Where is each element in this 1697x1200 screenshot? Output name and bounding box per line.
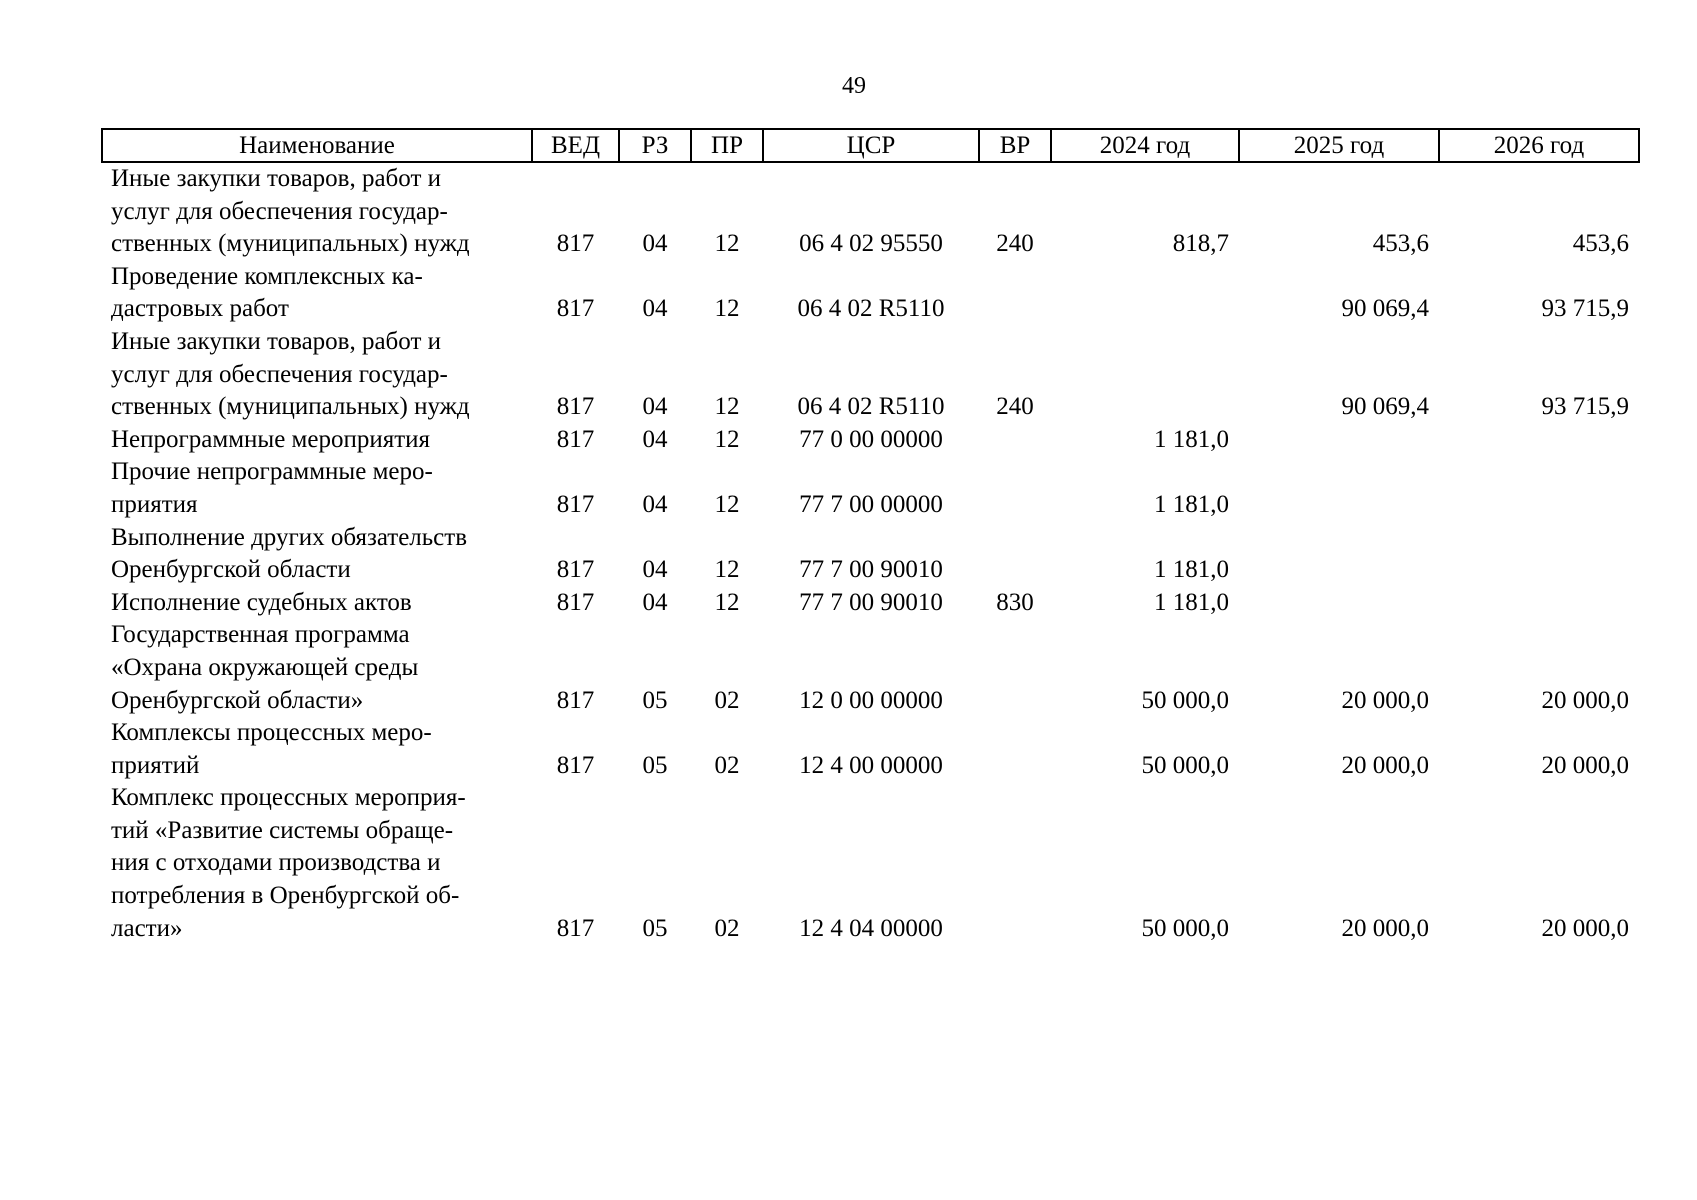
cell-pr: 12 bbox=[714, 295, 740, 323]
cell-vr bbox=[979, 424, 1051, 457]
cell-2024 bbox=[1051, 326, 1239, 424]
header-2025: 2025 год bbox=[1239, 129, 1439, 162]
budget-table bbox=[101, 128, 1640, 945]
name-line: «Охрана окружающей среды bbox=[111, 653, 419, 681]
name-line: Непрограммные мероприятия bbox=[111, 425, 431, 453]
name-line: ния с отходами производства и bbox=[111, 849, 441, 877]
cell-ved: 817 bbox=[556, 393, 595, 421]
cell-2026 bbox=[1439, 522, 1639, 587]
cell-2026 bbox=[1439, 587, 1639, 620]
cell-2024: 50 000,0 bbox=[1141, 751, 1229, 779]
cell-2024: 1 181,0 bbox=[1154, 556, 1229, 584]
cell-rz: 05 bbox=[642, 686, 668, 714]
name-line: Иные закупки товаров, работ и bbox=[111, 165, 442, 192]
header-name: Наименование bbox=[102, 129, 532, 162]
cell-ved: 817 bbox=[556, 425, 595, 453]
name-line: Иные закупки товаров, работ и bbox=[111, 327, 442, 355]
cell-vr bbox=[979, 522, 1051, 587]
cell-2026 bbox=[1439, 456, 1639, 521]
name-line: приятий bbox=[111, 751, 200, 779]
cell-ved: 817 bbox=[556, 914, 595, 942]
header-pr: ПР bbox=[691, 129, 763, 162]
header-rz: РЗ bbox=[619, 129, 691, 162]
cell-vr bbox=[979, 456, 1051, 521]
cell-ved: 817 bbox=[556, 295, 595, 323]
cell-pr: 12 bbox=[714, 230, 740, 258]
cell-2025 bbox=[1239, 424, 1439, 457]
cell-2025: 20 000,0 bbox=[1341, 686, 1429, 714]
cell-2026: 453,6 bbox=[1572, 230, 1629, 258]
name-line: ственных (муниципальных) нужд bbox=[111, 393, 470, 421]
name-line: услуг для обеспечения государ- bbox=[111, 197, 448, 225]
cell-2025: 20 000,0 bbox=[1341, 751, 1429, 779]
cell-name bbox=[102, 782, 532, 945]
cell-2024: 50 000,0 bbox=[1141, 914, 1229, 942]
cell-rz: 04 bbox=[642, 556, 668, 584]
table-row bbox=[102, 782, 1639, 945]
page-number: 49 bbox=[842, 73, 866, 99]
cell-rz: 04 bbox=[642, 588, 668, 616]
name-line: потребления в Оренбургской об- bbox=[111, 882, 460, 910]
header-ved: ВЕД bbox=[532, 129, 619, 162]
cell-2025 bbox=[1239, 522, 1439, 587]
table-row bbox=[102, 424, 1639, 457]
header-csr: ЦСР bbox=[763, 129, 979, 162]
name-line: приятия bbox=[111, 490, 198, 518]
name-line: Комплекс процессных мероприя- bbox=[111, 784, 466, 812]
cell-ved: 817 bbox=[556, 686, 595, 714]
cell-2026: 93 715,9 bbox=[1541, 393, 1629, 421]
cell-pr: 02 bbox=[714, 914, 740, 942]
cell-csr: 77 7 00 90010 bbox=[799, 588, 943, 616]
table-row bbox=[102, 717, 1639, 782]
cell-name bbox=[102, 424, 532, 457]
cell-2024: 818,7 bbox=[1172, 230, 1229, 258]
cell-csr: 12 0 00 00000 bbox=[799, 686, 943, 714]
cell-vr: 830 bbox=[996, 588, 1034, 616]
name-line: Прочие непрограммные меро- bbox=[111, 458, 433, 486]
table-row bbox=[102, 619, 1639, 717]
cell-csr: 77 0 00 00000 bbox=[799, 425, 943, 453]
cell-vr bbox=[979, 261, 1051, 326]
cell-ved: 817 bbox=[556, 490, 595, 518]
cell-csr: 06 4 02 95550 bbox=[799, 230, 943, 258]
cell-name bbox=[102, 619, 532, 717]
cell-pr: 02 bbox=[714, 751, 740, 779]
cell-ved: 817 bbox=[556, 230, 595, 258]
name-line: Исполнение судебных актов bbox=[111, 588, 412, 616]
cell-2024: 1 181,0 bbox=[1154, 490, 1229, 518]
cell-name bbox=[102, 162, 532, 261]
header-2024: 2024 год bbox=[1051, 129, 1239, 162]
cell-2026: 20 000,0 bbox=[1541, 914, 1629, 942]
table-row bbox=[102, 522, 1639, 587]
cell-pr: 12 bbox=[714, 425, 740, 453]
cell-vr: 240 bbox=[996, 230, 1034, 258]
cell-rz: 04 bbox=[642, 425, 668, 453]
table-row bbox=[102, 162, 1639, 261]
name-line: ственных (муниципальных) нужд bbox=[111, 230, 470, 258]
cell-2026: 20 000,0 bbox=[1541, 686, 1629, 714]
cell-2025: 90 069,4 bbox=[1341, 295, 1429, 323]
name-line: Комплексы процессных меро- bbox=[111, 719, 432, 747]
name-line: Проведение комплексных ка- bbox=[111, 262, 423, 290]
cell-csr: 06 4 02 R5110 bbox=[797, 295, 945, 323]
cell-name bbox=[102, 326, 532, 424]
cell-pr: 12 bbox=[714, 490, 740, 518]
cell-2024: 1 181,0 bbox=[1154, 425, 1229, 453]
cell-csr: 77 7 00 00000 bbox=[799, 490, 943, 518]
cell-pr: 12 bbox=[714, 588, 740, 616]
cell-2024: 50 000,0 bbox=[1141, 686, 1229, 714]
cell-rz: 04 bbox=[642, 295, 668, 323]
cell-rz: 05 bbox=[642, 914, 668, 942]
cell-pr: 02 bbox=[714, 686, 740, 714]
cell-2024 bbox=[1051, 261, 1239, 326]
cell-2026: 93 715,9 bbox=[1541, 295, 1629, 323]
cell-ved: 817 bbox=[556, 556, 595, 584]
cell-name bbox=[102, 717, 532, 782]
cell-csr: 12 4 00 00000 bbox=[799, 751, 943, 779]
cell-2026 bbox=[1439, 424, 1639, 457]
table-row bbox=[102, 261, 1639, 326]
table-body bbox=[102, 162, 1639, 945]
cell-2025 bbox=[1239, 587, 1439, 620]
cell-name bbox=[102, 261, 532, 326]
cell-vr: 240 bbox=[996, 393, 1034, 421]
table-row bbox=[102, 456, 1639, 521]
cell-2025 bbox=[1239, 456, 1439, 521]
name-line: ласти» bbox=[111, 914, 183, 942]
cell-csr: 12 4 04 00000 bbox=[799, 914, 943, 942]
name-line: Оренбургской области bbox=[111, 556, 351, 584]
cell-name bbox=[102, 587, 532, 620]
cell-rz: 05 bbox=[642, 751, 668, 779]
cell-2025: 20 000,0 bbox=[1341, 914, 1429, 942]
cell-vr bbox=[979, 782, 1051, 945]
cell-csr: 77 7 00 90010 bbox=[799, 556, 943, 584]
cell-2025: 90 069,4 bbox=[1341, 393, 1429, 421]
cell-vr bbox=[979, 619, 1051, 717]
cell-vr bbox=[979, 717, 1051, 782]
cell-pr: 12 bbox=[714, 393, 740, 421]
cell-2024: 1 181,0 bbox=[1154, 588, 1229, 616]
cell-2025: 453,6 bbox=[1372, 230, 1429, 258]
cell-rz: 04 bbox=[642, 393, 668, 421]
name-line: Государственная программа bbox=[111, 621, 410, 649]
cell-name bbox=[102, 456, 532, 521]
table-row bbox=[102, 326, 1639, 424]
name-line: услуг для обеспечения государ- bbox=[111, 360, 448, 388]
header-2026: 2026 год bbox=[1439, 129, 1639, 162]
cell-ved: 817 bbox=[556, 751, 595, 779]
table-header-row bbox=[102, 129, 1639, 162]
cell-csr: 06 4 02 R5110 bbox=[797, 393, 945, 421]
cell-2026: 20 000,0 bbox=[1541, 751, 1629, 779]
cell-rz: 04 bbox=[642, 490, 668, 518]
table-row bbox=[102, 587, 1639, 620]
name-line: Оренбургской области» bbox=[111, 686, 364, 714]
name-line: Выполнение других обязательств bbox=[111, 523, 467, 551]
cell-name bbox=[102, 522, 532, 587]
name-line: дастровых работ bbox=[111, 295, 289, 323]
name-line: тий «Развитие системы обраще- bbox=[111, 816, 454, 844]
header-vr: ВР bbox=[979, 129, 1051, 162]
cell-ved: 817 bbox=[556, 588, 595, 616]
cell-rz: 04 bbox=[642, 230, 668, 258]
cell-pr: 12 bbox=[714, 556, 740, 584]
